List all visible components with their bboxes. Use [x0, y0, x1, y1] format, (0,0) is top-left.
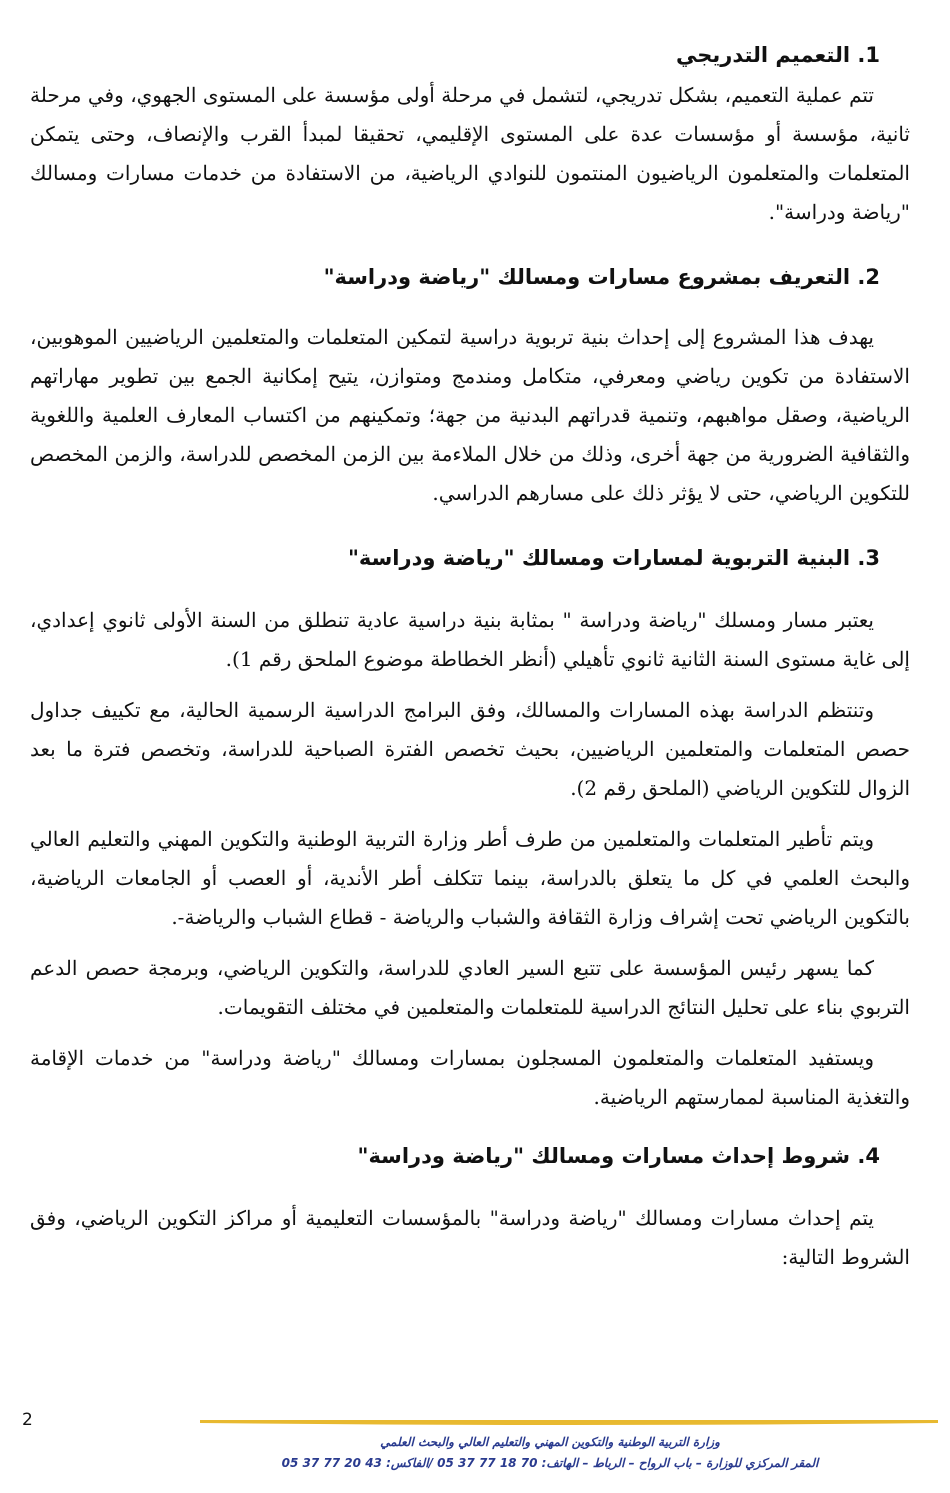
paragraph: وتنتظم الدراسة بهذه المسارات والمسالك، وفق البرامج الدراسية الرسمية الحالية، مع تكييف جداول حصص المتعلمات والمتعلمين الرياضيين، بحيث تخصص الفترة الصباحية للدراسة، وتخصص فترة ما بعد الزوال للتكوين الرياضي (الملحق رقم 2). [30, 698, 910, 800]
section-title: التعريف بمشروع مسارات ومسالك "رياضة ودراسة" [323, 265, 851, 289]
section-number: 2. [857, 265, 880, 289]
paragraph: يعتبر مسار ومسلك "رياضة ودراسة " بمثابة بنية دراسية عادية تنطلق من السنة الأولى ثانوي إعدادي، إلى غاية مستوى السنة الثانية ثانوي تأهيلي (أنظر الخطاطة موضوع الملحق رقم 1). [30, 608, 910, 671]
paragraph: ويتم تأطير المتعلمات والمتعلمين من طرف أطر وزارة التربية الوطنية والتكوين المهني والتعليم العالي والبحث العلمي في كل ما يتعلق بالدراسة، بينما تتكلف أطر الأندية، أو العصب أو الجامعات الرياضية، بالتكوين الرياضي تحت إشراف وزارة الثقافة والشباب والرياضة - قطاع الشباب والرياضة-. [30, 827, 910, 929]
section-heading [30, 1141, 910, 1171]
footer-ministry: وزارة التربية الوطنية والتكوين المهني والتعليم العالي والبحث العلمي [380, 1435, 720, 1449]
section-heading [30, 40, 910, 70]
paragraph: ويستفيد المتعلمات والمتعلمون المسجلون بمسارات ومسالك "رياضة ودراسة" من خدمات الإقامة والتغذية المناسبة لممارستهم الرياضية. [30, 1046, 910, 1109]
paragraph: كما يسهر رئيس المؤسسة على تتبع السير العادي للدراسة، والتكوين الرياضي، وبرمجة حصص الدعم التربوي بناء على تحليل النتائج الدراسية للمتعلمات والمتعلمين في مختلف التقويمات. [30, 956, 910, 1019]
footer-divider [200, 1418, 938, 1426]
section-title: التعميم التدريجي [675, 43, 851, 67]
section-number: 3. [857, 546, 880, 570]
section-4 [30, 1141, 910, 1277]
section-title: البنية التربوية لمسارات ومسالك "رياضة ودراسة" [347, 546, 851, 570]
paragraph: يتم إحداث مسارات ومسالك "رياضة ودراسة" بالمؤسسات التعليمية أو مراكز التكوين الرياضي، وفق الشروط التالية: [30, 1206, 910, 1269]
footer-address: المقر المركزي للوزارة – باب الرواح – الرباط – الهاتف: 70 18 77 37 05 /الفاكس: 43 20 77 37 05 [281, 1456, 819, 1470]
section-1 [30, 40, 910, 232]
page-number: 2 [22, 1410, 33, 1430]
section-number: 4. [857, 1144, 880, 1168]
section-3 [30, 543, 910, 1117]
section-heading [30, 543, 910, 573]
paragraph: يهدف هذا المشروع إلى إحداث بنية تربوية دراسية لتمكين المتعلمات والمتعلمين الرياضيين الموهوبين، الاستفادة من تكوين رياضي ومعرفي، متكامل ومندمج ومتوازن، يتيح إمكانية الجمع بين تطوير مهاراتهم الرياضية، وصقل مواهبهم، وتنمية قدراتهم البدنية من جهة؛ وتمكينهم من اكتساب المعارف العلمية واللغوية والثقافية الضرورية من جهة أخرى، وذلك من خلال الملاءمة بين الزمن المخصص للدراسة، والزمن المخصص للتكوين الرياضي، حتى لا يؤثر ذلك على مسارهم الدراسي. [30, 325, 910, 505]
paragraph: تتم عملية التعميم، بشكل تدريجي، لتشمل في مرحلة أولى مؤسسة على المستوى الجهوي، وفي مرحلة ثانية، مؤسسة أو مؤسسات عدة على المستوى الإقليمي، تحقيقا لمبدأ القرب والإنصاف، وحتى يتمكن المتعلمات والمتعلمون الرياضيون المنتمون للنوادي الرياضية، من الاستفادة من خدمات مسارات ومسالك "رياضة ودراسة". [30, 83, 910, 224]
footer [190, 1432, 910, 1474]
document-body [30, 40, 910, 1277]
section-2 [30, 262, 910, 513]
section-title: شروط إحداث مسارات ومسالك "رياضة ودراسة" [357, 1144, 851, 1168]
section-number: 1. [857, 43, 880, 67]
section-heading [30, 262, 910, 292]
